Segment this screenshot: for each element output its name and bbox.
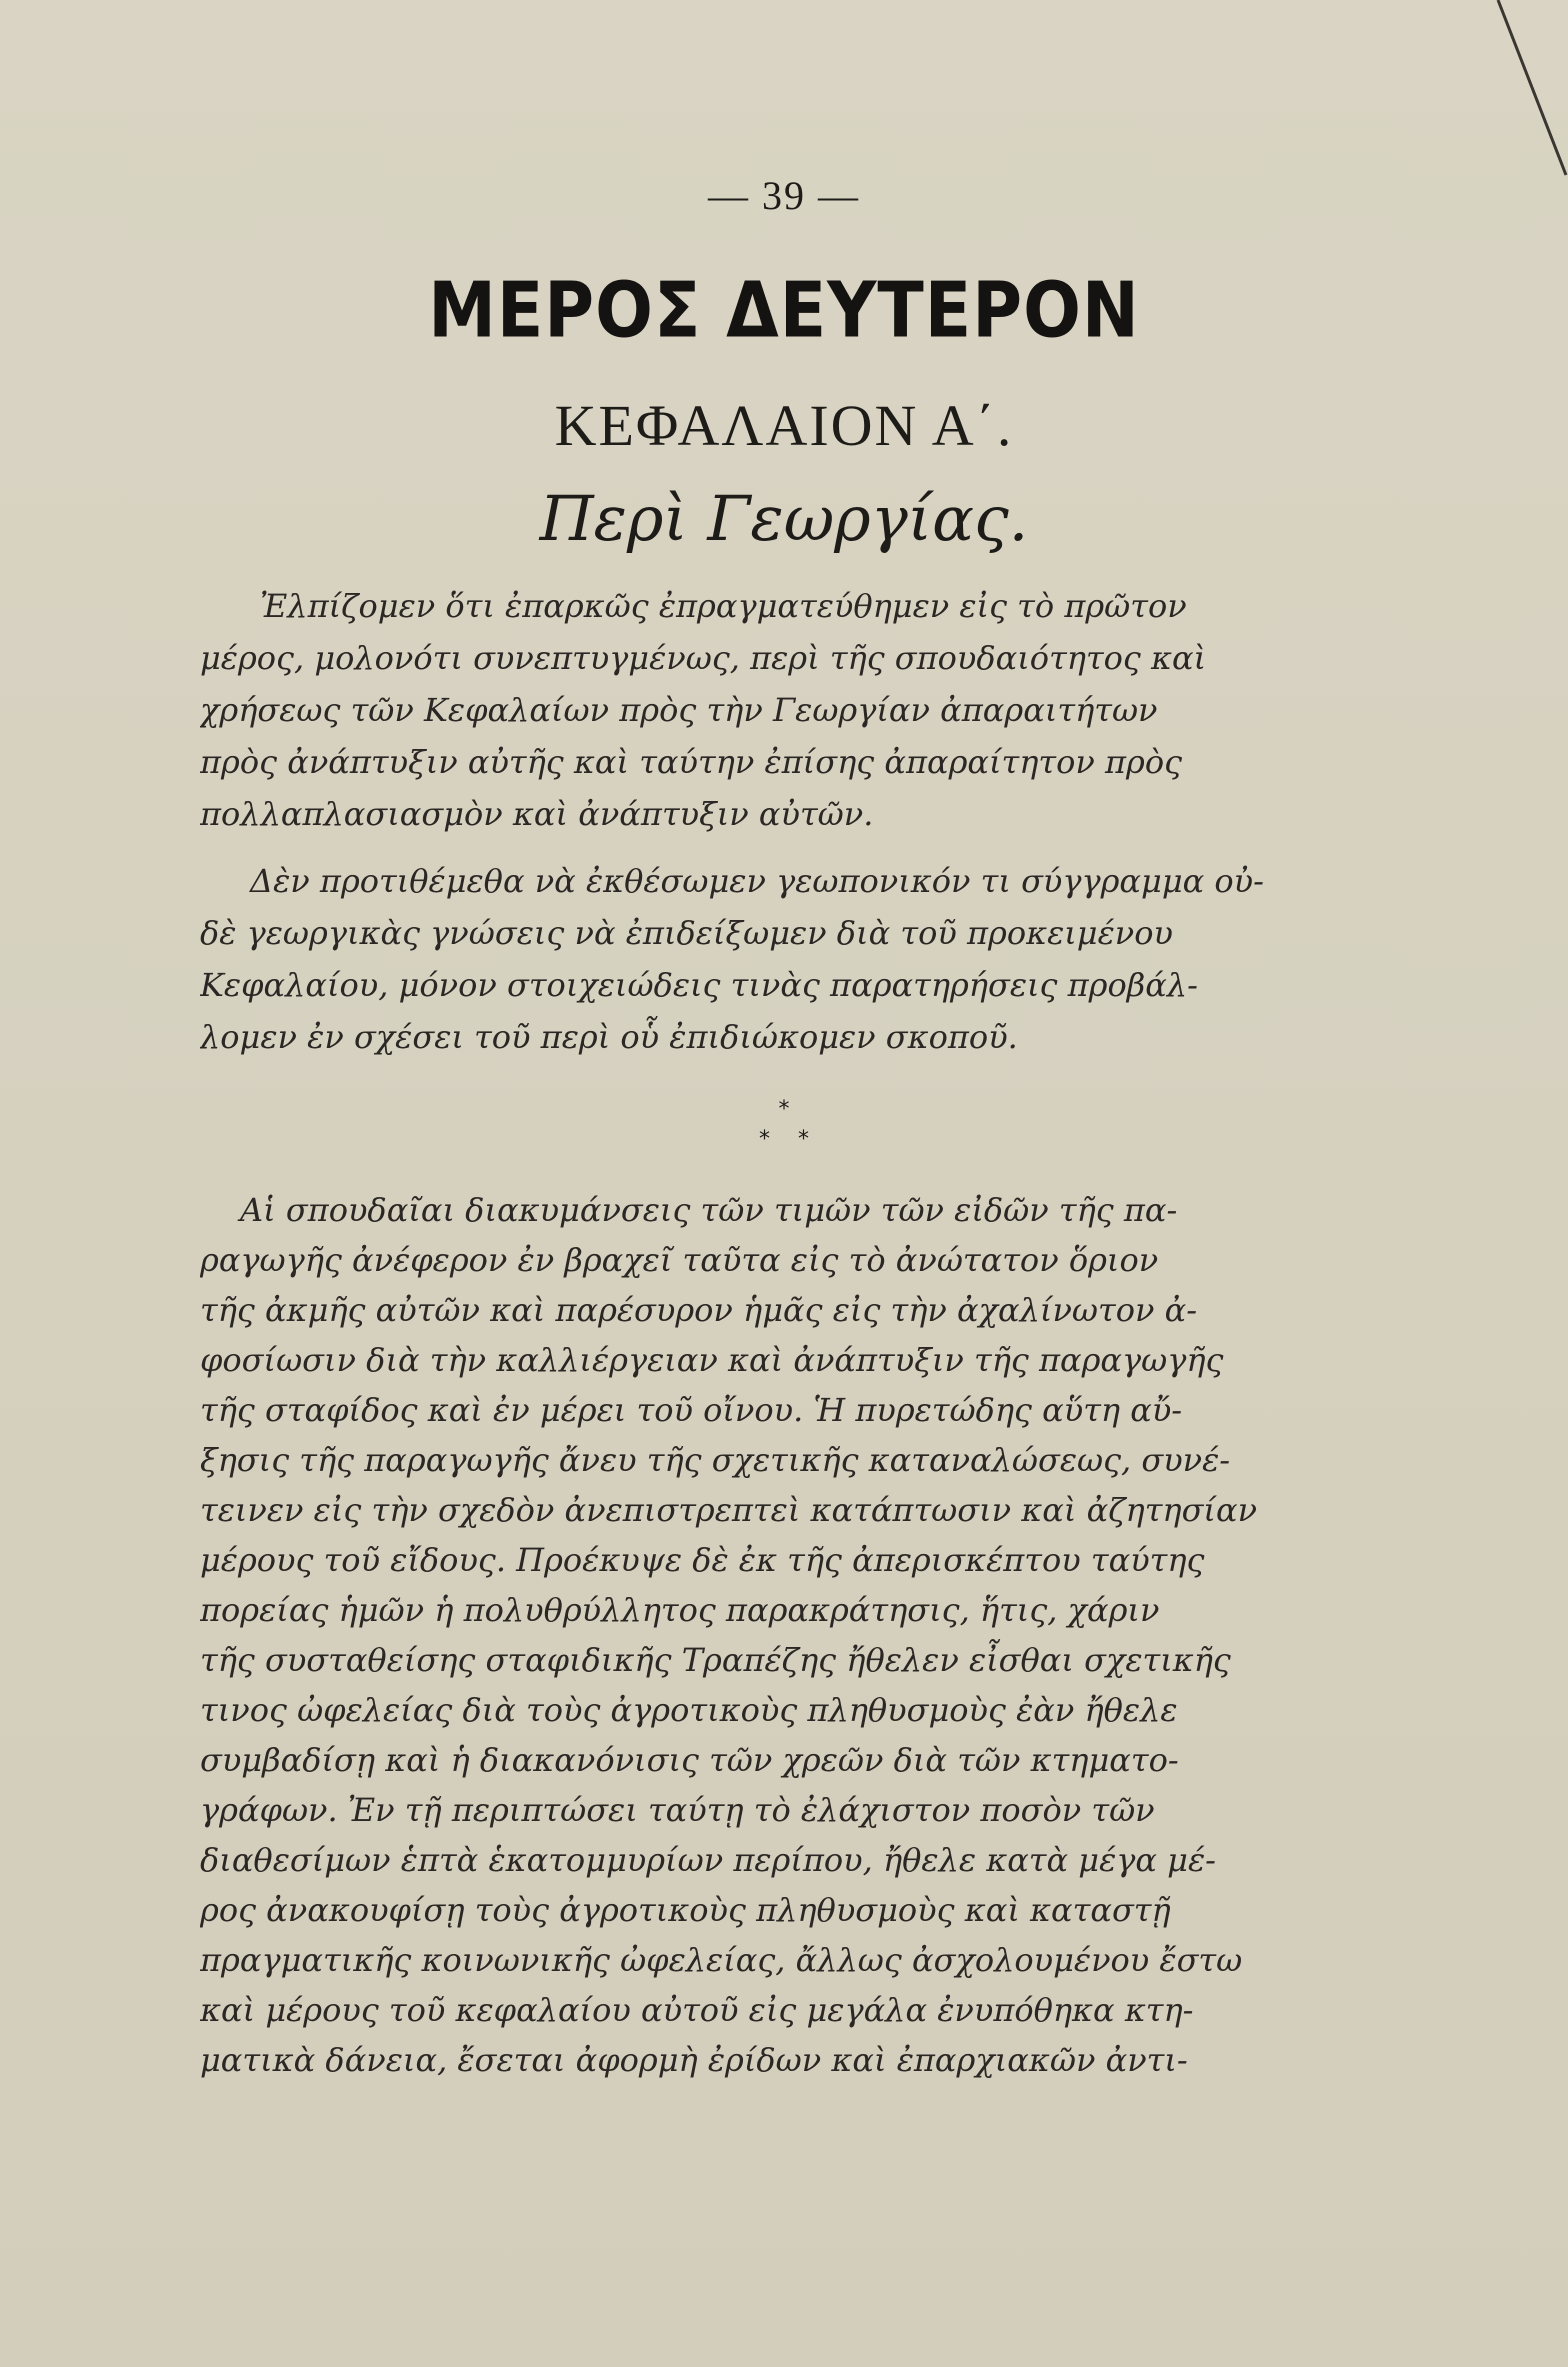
- paragraph-line: φοσίωσιν διὰ τὴν καλλιέργειαν καὶ ἀνάπτυξιν τῆς παραγωγῆς: [200, 1341, 1224, 1379]
- paragraph-line: μέρος, μολονότι συνεπτυγμένως, περὶ τῆς σπουδαιότητος καὶ: [200, 639, 1207, 677]
- paragraph-line: χρήσεως τῶν Κεφαλαίων πρὸς τὴν Γεωργίαν ἀπαραιτήτων: [200, 691, 1158, 729]
- paragraph-line: καὶ μέρους τοῦ κεφαλαίου αὐτοῦ εἰς μεγάλα ἐνυπόθηκα κτη-: [200, 1991, 1194, 2029]
- paragraph-line: διαθεσίμων ἑπτὰ ἑκατομμυρίων περίπου, ἤθελε κατὰ μέγα μέ-: [200, 1841, 1216, 1879]
- paragraph-line: ξησις τῆς παραγωγῆς ἄνευ τῆς σχετικῆς καταναλώσεως, συνέ-: [200, 1441, 1231, 1479]
- paragraph-3: [200, 1185, 1320, 2085]
- section-separator: [0, 1095, 1568, 1155]
- paragraph-line: ματικὰ δάνεια, ἔσεται ἀφορμὴ ἐρίδων καὶ ἐπαρχιακῶν ἀντι-: [200, 2041, 1188, 2079]
- chapter-title: ΚΕΦΑΛΑΙΟΝ Α΄.: [554, 393, 1014, 458]
- paragraph-line: μέρους τοῦ εἴδους. Προέκυψε δὲ ἐκ τῆς ἀπερισκέπτου ταύτης: [200, 1541, 1205, 1579]
- paragraph-line: Ἐλπίζομεν ὅτι ἐπαρκῶς ἐπραγματεύθημεν εἰς τὸ πρῶτον: [260, 587, 1187, 625]
- paragraph-line: τῆς ἀκμῆς αὐτῶν καὶ παρέσυρον ἡμᾶς εἰς τὴν ἀχαλίνωτον ἀ-: [200, 1291, 1198, 1329]
- paragraph-line: ραγωγῆς ἀνέφερον ἐν βραχεῖ ταῦτα εἰς τὸ ἀνώτατον ὅριον: [200, 1241, 1159, 1279]
- separator-stars-bottom: * *: [759, 1127, 809, 1152]
- paragraph-line: τῆς συσταθείσης σταφιδικῆς Τραπέζης ἤθελεν εἶσθαι σχετικῆς: [200, 1641, 1231, 1679]
- paragraph-line: πραγματικῆς κοινωνικῆς ὠφελείας, ἄλλως ἀσχολουμένου ἔστω: [200, 1941, 1243, 1979]
- paragraph-line: ρος ἀνακουφίσῃ τοὺς ἀγροτικοὺς πληθυσμοὺς καὶ καταστῇ: [200, 1891, 1171, 1929]
- paragraph-line: συμβαδίσῃ καὶ ἡ διακανόνισις τῶν χρεῶν διὰ τῶν κτηματο-: [200, 1741, 1179, 1779]
- paragraph-line: γράφων. Ἐν τῇ περιπτώσει ταύτῃ τὸ ἐλάχιστον ποσὸν τῶν: [200, 1791, 1155, 1829]
- paragraph-line: λομεν ἐν σχέσει τοῦ περὶ οὗ ἐπιδιώκομεν σκοποῦ.: [200, 1018, 1018, 1056]
- paragraph-line: τεινεν εἰς τὴν σχεδὸν ἀνεπιστρεπτεὶ κατάπτωσιν καὶ ἀζητησίαν: [200, 1491, 1258, 1529]
- paragraph-line: πορείας ἡμῶν ἡ πολυθρύλλητος παρακράτησις, ἥτις, χάριν: [200, 1591, 1160, 1629]
- paragraph-1: [200, 580, 1320, 840]
- page-number: — 39 —: [708, 173, 860, 218]
- paragraph-line: πρὸς ἀνάπτυξιν αὐτῆς καὶ ταύτην ἐπίσης ἀπαραίτητον πρὸς: [200, 743, 1183, 781]
- section-title: Περὶ Γεωργίας.: [539, 482, 1029, 555]
- page-corner-line: [1488, 0, 1568, 180]
- paragraph-line: πολλαπλασιασμὸν καὶ ἀνάπτυξιν αὐτῶν.: [200, 795, 874, 833]
- paragraph-2: [200, 855, 1320, 1063]
- part-title: ΜΕΡΟΣ ΔΕΥΤΕΡΟΝ: [428, 267, 1140, 356]
- paragraph-line: τῆς σταφίδος καὶ ἐν μέρει τοῦ οἴνου. Ἡ πυρετώδης αὕτη αὔ-: [200, 1391, 1183, 1429]
- paragraph-line: τινος ὠφελείας διὰ τοὺς ἀγροτικοὺς πληθυσμοὺς ἐὰν ἤθελε: [200, 1691, 1178, 1729]
- paragraph-line: Κεφαλαίου, μόνον στοιχειώδεις τινὰς παρατηρήσεις προβάλ-: [200, 966, 1198, 1004]
- paragraph-line: δὲ γεωργικὰς γνώσεις νὰ ἐπιδείξωμεν διὰ τοῦ προκειμένου: [200, 914, 1173, 952]
- paragraph-line: Αἱ σπουδαῖαι διακυμάνσεις τῶν τιμῶν τῶν εἰδῶν τῆς πα-: [240, 1191, 1178, 1229]
- paragraph-line: Δὲν προτιθέμεθα νὰ ἐκθέσωμεν γεωπονικόν τι σύγγραμμα οὐ-: [250, 862, 1264, 900]
- separator-star-top: *: [778, 1097, 790, 1122]
